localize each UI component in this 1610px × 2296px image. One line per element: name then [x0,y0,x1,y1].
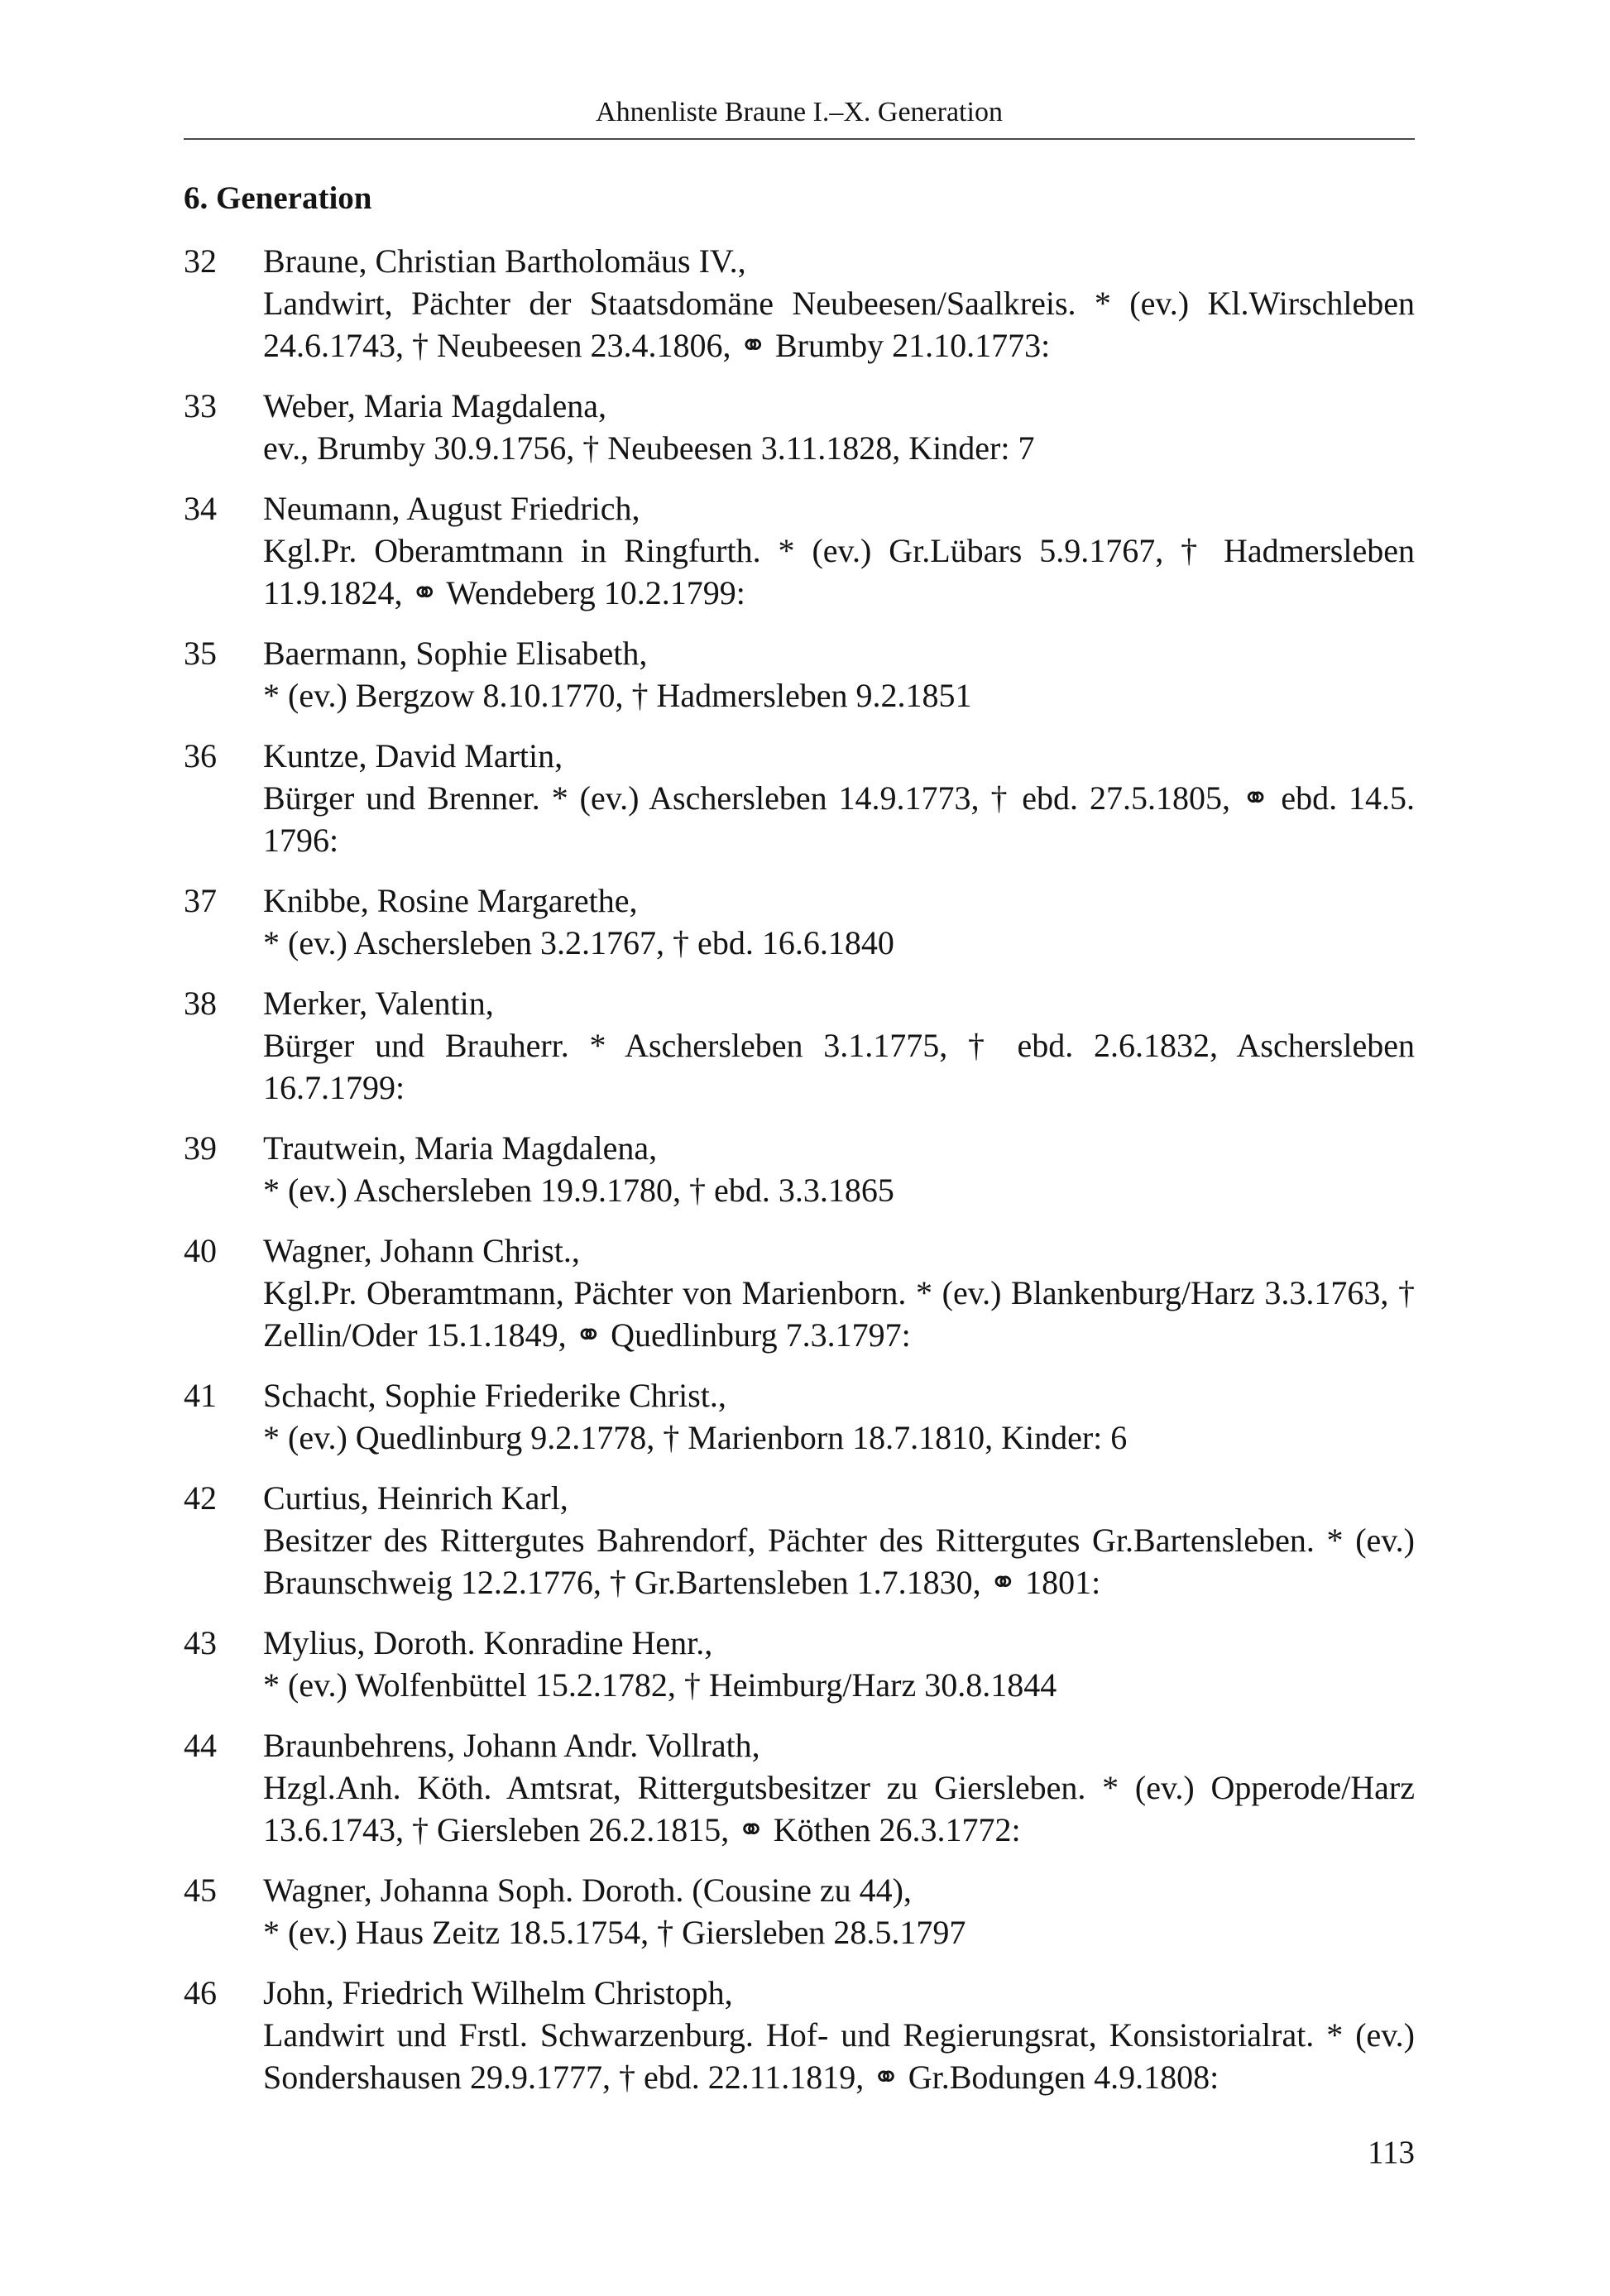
entry-details: * (ev.) Aschersleben 3.2.1767, † ebd. 16.6.1840 [263,924,894,961]
page-number: 113 [1367,2135,1415,2170]
ancestor-entry [184,385,1415,469]
ancestor-entry [184,1127,1415,1211]
entry-details: Landwirt, Pächter der Staatsdomäne Neubeesen/Saalkreis. * (ev.) Kl.Wirschleben 24.6.1743, † Neubeesen 23.4.1806, ⚭ Brumby 21.10.1773: [263,285,1415,364]
entry-details: Besitzer des Rittergutes Bahrendorf, Pächter des Rittergutes Gr.Bartensleben. * (ev.) Braunschweig 12.2.1776, † Gr.Bartensleben 1.7.1830, ⚭ 1801: [263,1522,1415,1601]
ancestor-entry [184,880,1415,964]
section-heading: 6. Generation [184,180,372,216]
entry-number: 33 [184,387,217,424]
entry-number: 41 [184,1377,217,1414]
ancestor-entry [184,1374,1415,1459]
entry-number: 40 [184,1232,217,1269]
ancestor-entry [184,982,1415,1109]
ancestor-list [184,240,1415,2116]
ancestor-entry [184,1972,1415,2098]
ancestor-entry [184,735,1415,861]
entry-details: Bürger und Brenner. * (ev.) Aschersleben 14.9.1773, † ebd. 27.5.1805, ⚭ ebd. 14.5. 1796: [263,779,1415,859]
entry-name: Kuntze, David Martin, [263,737,563,774]
entry-number: 37 [184,882,217,919]
ancestor-entry [184,487,1415,614]
entry-name: Knibbe, Rosine Margarethe, [263,882,638,919]
ancestor-entry [184,1622,1415,1706]
entry-name: Neumann, August Friedrich, [263,490,640,527]
ancestor-entry [184,1869,1415,1953]
entry-details: * (ev.) Haus Zeitz 18.5.1754, † Giersleben 28.5.1797 [263,1914,966,1951]
entry-number: 44 [184,1727,217,1764]
entry-number: 34 [184,490,217,527]
entry-details: ev., Brumby 30.9.1756, † Neubeesen 3.11.1828, Kinder: 7 [263,429,1035,467]
entry-details: Landwirt und Frstl. Schwarzenburg. Hof- und Regierungsrat, Konsistorialrat. * (ev.) Sondershausen 29.9.1777, † ebd. 22.11.1819, ⚭ Gr.Bodungen 4.9.1808: [263,2016,1415,2096]
entry-name: Wagner, Johanna Soph. Doroth. (Cousine zu 44), [263,1872,912,1909]
entry-name: Merker, Valentin, [263,985,494,1022]
entry-details: Bürger und Brauherr. * Aschersleben 3.1.1775, † ebd. 2.6.1832, Aschersleben 16.7.1799: [263,1027,1415,1106]
running-header-title: Ahnenliste Braune I.–X. Generation [596,97,1003,127]
entry-number: 32 [184,242,217,280]
entry-name: Wagner, Johann Christ., [263,1232,580,1269]
entry-name: Trautwein, Maria Magdalena, [263,1129,658,1167]
ancestor-entry [184,632,1415,717]
entry-number: 45 [184,1872,217,1909]
entry-name: Weber, Maria Magdalena, [263,387,606,424]
entry-details: * (ev.) Wolfenbüttel 15.2.1782, † Heimburg/Harz 30.8.1844 [263,1666,1057,1704]
ancestor-entry [184,1724,1415,1851]
entry-number: 36 [184,737,217,774]
entry-name: John, Friedrich Wilhelm Christoph, [263,1974,733,2011]
entry-number: 43 [184,1624,217,1661]
entry-details: Kgl.Pr. Oberamtmann, Pächter von Marienborn. * (ev.) Blankenburg/Harz 3.3.1763, † Zellin/Oder 15.1.1849, ⚭ Quedlinburg 7.3.1797: [263,1274,1415,1354]
entry-number: 39 [184,1129,217,1167]
running-header [184,93,1415,140]
entry-details: Kgl.Pr. Oberamtmann in Ringfurth. * (ev.) Gr.Lübars 5.9.1767, † Hadmersleben 11.9.1824, ⚭ Wendeberg 10.2.1799: [263,532,1415,611]
entry-number: 35 [184,635,217,672]
ancestor-entry [184,1477,1415,1603]
entry-name: Mylius, Doroth. Konradine Henr., [263,1624,713,1661]
entry-number: 38 [184,985,217,1022]
ancestor-entry [184,1229,1415,1356]
entry-name: Curtius, Heinrich Karl, [263,1479,568,1517]
entry-name: Braunbehrens, Johann Andr. Vollrath, [263,1727,760,1764]
ancestor-entry [184,240,1415,367]
entry-name: Schacht, Sophie Friederike Christ., [263,1377,726,1414]
entry-details: * (ev.) Aschersleben 19.9.1780, † ebd. 3.3.1865 [263,1172,894,1209]
entry-number: 46 [184,1974,217,2011]
entry-name: Baermann, Sophie Elisabeth, [263,635,648,672]
entry-details: Hzgl.Anh. Köth. Amtsrat, Rittergutsbesitzer zu Giersleben. * (ev.) Opperode/Harz 13.6.1743, † Giersleben 26.2.1815, ⚭ Köthen 26.3.1772: [263,1769,1415,1848]
entry-number: 42 [184,1479,217,1517]
entry-details: * (ev.) Bergzow 8.10.1770, † Hadmersleben 9.2.1851 [263,677,972,714]
entry-name: Braune, Christian Bartholomäus IV., [263,242,746,280]
entry-details: * (ev.) Quedlinburg 9.2.1778, † Marienborn 18.7.1810, Kinder: 6 [263,1419,1128,1456]
